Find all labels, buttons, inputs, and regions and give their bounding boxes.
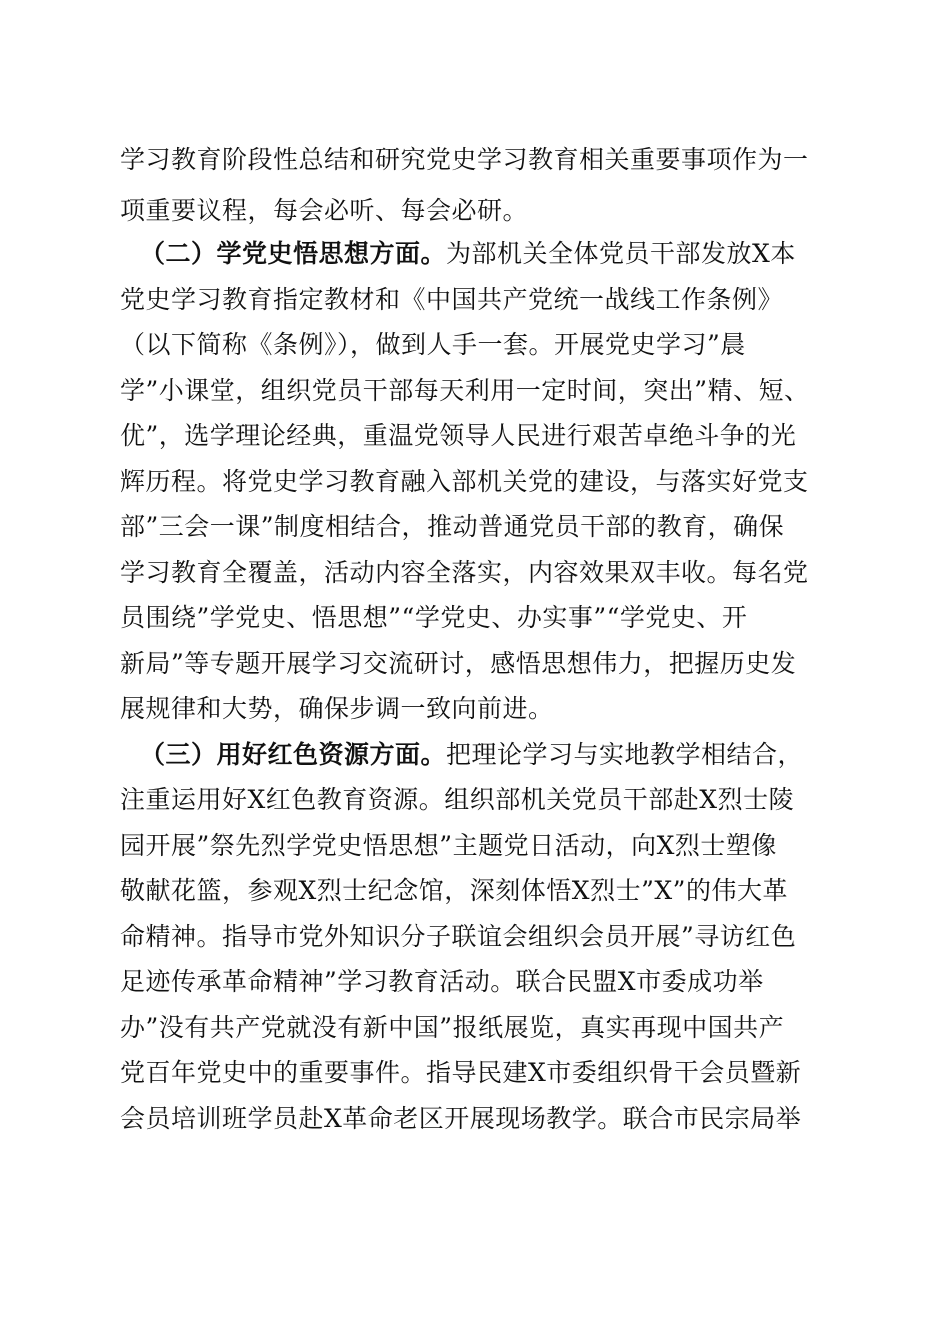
- paragraph-2-line-6: 辉历程。将党史学习教育融入部机关党的建设，与落实好党支: [120, 467, 809, 496]
- paragraph-2-line-3: （以下简称《条例》），做到人手一套。开展党史学习”晨: [120, 330, 746, 359]
- paragraph-2-line-5: 优”，选学理论经典，重温党领导人民进行艰苦卓绝斗争的光: [120, 421, 797, 450]
- paragraph-2-first-line: [140, 239, 796, 269]
- paragraph-2-line-1: 为部机关全体党员干部发放X本: [446, 239, 796, 268]
- paragraph-3-line-8: 党百年党史中的重要事件。指导民建X市委组织骨干会员暨新: [120, 1058, 802, 1087]
- paragraph-2-line-4: 学”小课堂，组织党员干部每天利用一定时间，突出”精、短、: [120, 376, 810, 405]
- paragraph-3-line-6: 足迹传承革命精神”学习教育活动。联合民盟X市委成功举: [120, 967, 764, 996]
- section-heading-3: （三）用好红色资源方面。: [140, 740, 447, 769]
- paragraph-2-line-10: 新局”等专题开展学习交流研讨，感悟思想伟力，把握历史发: [120, 649, 797, 678]
- paragraph-1-line-2: 项重要议程，每会必听、每会必研。: [120, 196, 529, 225]
- paragraph-3-line-1: 把理论学习与实地教学相结合，: [446, 740, 804, 769]
- paragraph-2-line-11: 展规律和大势，确保步调一致向前进。: [120, 694, 554, 723]
- section-heading-2: （二）学党史悟思想方面。: [140, 239, 447, 268]
- paragraph-3-line-2: 注重运用好X红色教育资源。组织部机关党员干部赴X烈士陵: [120, 785, 795, 814]
- paragraph-2-line-2: 党史学习教育指定教材和《中国共产党统一战线工作条例》: [120, 285, 784, 314]
- paragraph-2-line-7: 部”三会一课”制度相结合，推动普通党员干部的教育，确保: [120, 512, 785, 541]
- paragraph-3-line-9: 会员培训班学员赴X革命老区开展现场教学。联合市民宗局举: [120, 1104, 802, 1133]
- paragraph-2-line-8: 学习教育全覆盖，活动内容全落实，内容效果双丰收。每名党: [120, 558, 809, 587]
- paragraph-3-line-7: 办”没有共产党就没有新中国”报纸展览，真实再现中国共产: [120, 1013, 785, 1042]
- paragraph-3-line-5: 命精神。指导市党外知识分子联谊会组织会员开展”寻访红色: [120, 922, 797, 951]
- paragraph-1-line-1: 学习教育阶段性总结和研究党史学习教育相关重要事项作为一: [120, 145, 809, 174]
- paragraph-3-first-line: [140, 740, 803, 770]
- paragraph-3-line-4: 敬献花篮，参观X烈士纪念馆，深刻体悟X烈士”X”的伟大革: [120, 876, 788, 905]
- paragraph-3-line-3: 园开展”祭先烈学党史悟思想”主题党日活动，向X烈士塑像: [120, 831, 777, 860]
- paragraph-2-line-9: 员围绕”学党史、悟思想”“学党史、办实事”“学党史、开: [120, 603, 748, 632]
